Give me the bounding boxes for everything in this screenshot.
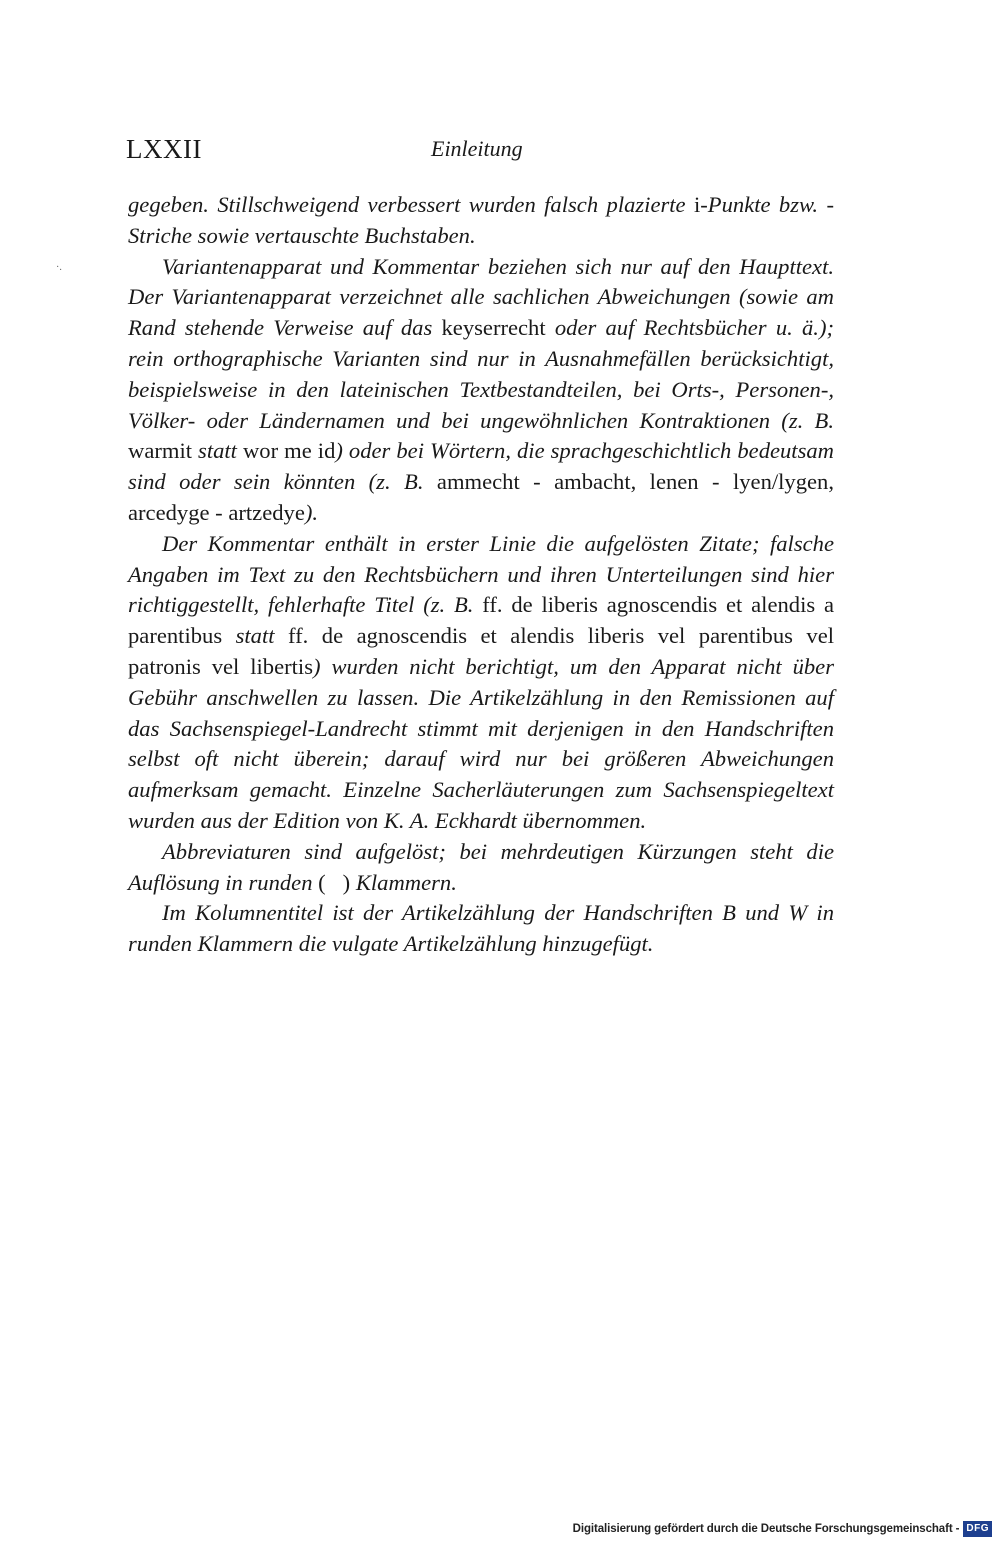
paragraph-2: Variantenapparat und Kommentar beziehen sich nur auf den Haupttext. Der Variantenapparat verzeichnet alle sachlichen Abweichungen (sowie am Rand stehende Verweise auf das keyserrecht oder auf Rechtsbücher u. ä.); rein orthographische Varianten sind nur in Ausnahmefällen berücksichtigt, beispielsweise in den lateinischen Textbestandteilen, bei Orts-, Personen-, Völker- oder Ländernamen und bei ungewöhnlichen Kontraktionen (z. B. warmit statt wor me id) oder bei Wörtern, die sprachgeschichtlich bedeutsam sind oder sein könnten (z. B. ammecht - ambacht, lenen - lyen/lygen, arcedyge - artzedye). (128, 253, 834, 525)
paragraph-3: Der Kommentar enthält in erster Linie die aufgelösten Zitate; falsche Angaben im Text zu den Rechtsbüchern und ihren Unterteilungen sind hier richtiggestellt, fehlerhafte Titel (z. B. ff. de liberis agnoscendis et alendis a parentibus statt ff. de agnoscendis et alendis liberis vel parentibus vel patronis vel libertis) wurden nicht berichtigt, um den Apparat nicht über Gebühr anschwellen zu lassen. Die Artikelzählung in den Remissionen auf das Sachsenspiegel-Landrecht stimmt mit derjenigen in den Handschriften selbst oft nicht überein; darauf wird nur bei größeren Abweichungen aufmerksam gemacht. Einzelne Sacherläuterungen zum Sachsenspiegeltext wurden aus der Edition von K. A. Eckhardt übernommen. (128, 530, 835, 833)
digitization-footer (573, 1519, 992, 1539)
page-number: LXXII (126, 134, 202, 164)
dfg-logo: DFG (963, 1521, 992, 1537)
body-text (128, 190, 834, 960)
footer-credit: Digitalisierung gefördert durch die Deutsche Forschungsgemeinschaft - (572, 1523, 960, 1535)
paragraph-4: Abbreviaturen sind aufgelöst; bei mehrdeutigen Kürzungen steht die Auflösung in runden ( ) Klammern. (128, 838, 834, 895)
paragraph-5: Im Kolumnentitel ist der Artikelzählung der Handschriften B und W in runden Klammern die vulgate Artikelzählung hinzugefügt. (128, 900, 834, 957)
running-title: Einleitung (431, 136, 523, 161)
page-header (126, 134, 836, 174)
margin-mark: ·. (56, 262, 62, 273)
paragraph-1: gegeben. Stillschweigend verbessert wurden falsch plazierte i-Punkte bzw. -Striche sowie vertauschte Buchstaben. (128, 192, 834, 248)
